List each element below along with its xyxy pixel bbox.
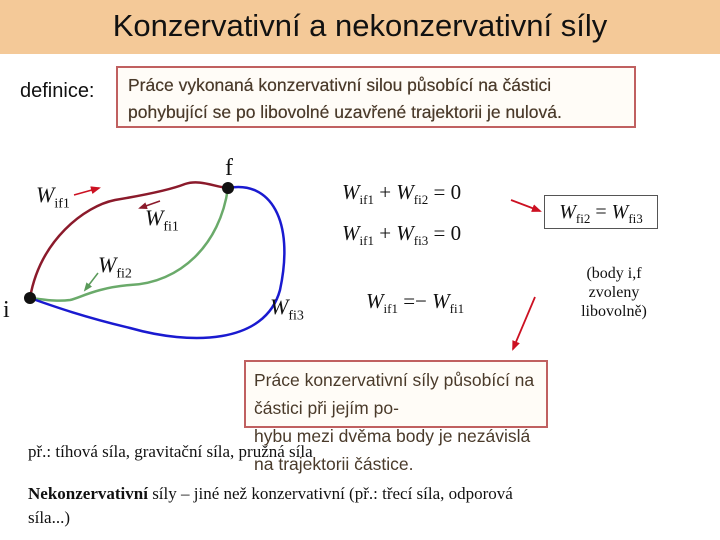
definition-line-1: Práce vykonaná konzervativní silou působící na částici bbox=[128, 75, 552, 95]
equation-1: $W_{if1} + W_{fi2} = 0$ bbox=[342, 180, 462, 208]
examples-text: př.: tíhová síla, gravitační síla, pružná síla bbox=[28, 442, 313, 461]
equation-3: $W_{if1} =- W_{fi1}$ bbox=[366, 289, 465, 317]
result-equation-box: $W_{fi2} = W_{fi3}$ bbox=[544, 195, 658, 229]
nonconservative-text: Nekonzervativní síly – jiné než konzervativní (př.: třecí síla, odporová síla...) bbox=[28, 484, 513, 527]
label-wif1: $W_{if1}$ bbox=[36, 182, 70, 212]
point-i-label: i bbox=[3, 297, 10, 323]
definition-label: definice: bbox=[20, 80, 95, 102]
point-f-label: f bbox=[225, 155, 233, 181]
point-f-dot bbox=[222, 182, 234, 194]
page-title: Konzervativní a nekonzervativní síly bbox=[112, 8, 608, 43]
theorem-line-2: hybu mezi dvěma body je nezávislá na trajektorii částice. bbox=[254, 426, 531, 474]
theorem-line-1: Práce konzervativní síly působící na částici při jejím po- bbox=[254, 370, 535, 418]
arrow-wfi2 bbox=[85, 273, 98, 290]
label-wfi1: $W_{fi1}$ bbox=[145, 205, 179, 235]
note-text: (body i,f zvoleny libovolně) bbox=[581, 265, 647, 320]
label-wfi2: $W_{fi2}$ bbox=[98, 252, 132, 282]
definition-line-2: pohybující se po libovolné uzavřené trajektorii je nulová. bbox=[128, 102, 562, 122]
equation-2: $W_{if1} + W_{fi3} = 0$ bbox=[342, 221, 462, 249]
arrow-wif1 bbox=[74, 188, 99, 195]
arrow-to-theorem bbox=[513, 297, 535, 349]
theorem-box bbox=[244, 360, 548, 474]
arrow-to-result bbox=[511, 200, 540, 211]
label-wfi3: $W_{fi3}$ bbox=[270, 294, 304, 324]
point-i-dot bbox=[24, 292, 36, 304]
